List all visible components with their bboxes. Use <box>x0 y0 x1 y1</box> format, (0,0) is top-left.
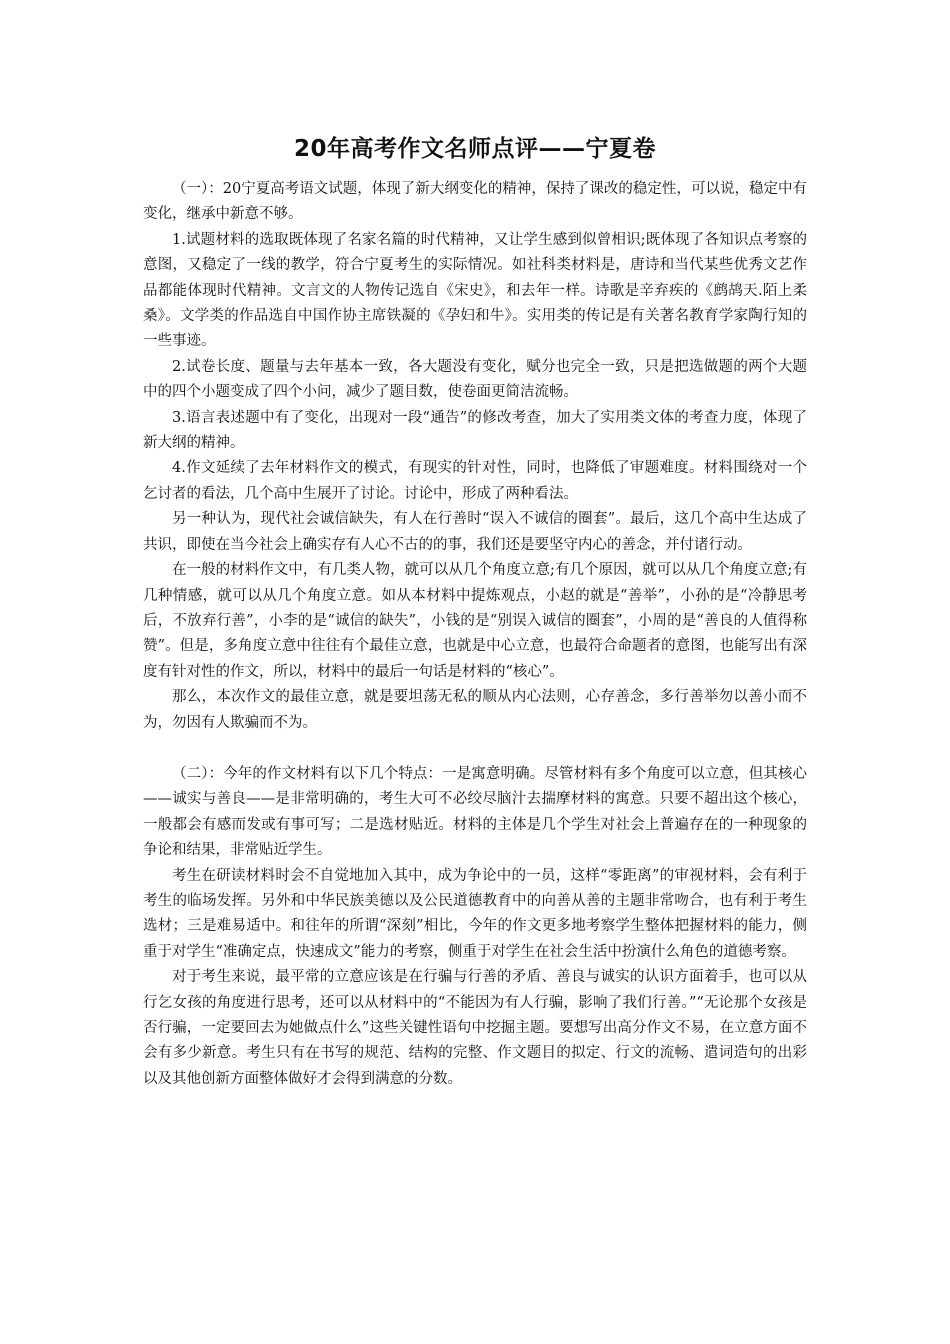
paragraph-part-two-intro: （二）：今年的作文材料有以下几个特点：一是寓意明确。尽管材料有多个角度可以立意，但其核心——诚实与善良——是非常明确的，考生大可不必绞尽脑汁去揣摩材料的寓意。只要不超出这个核心，一般都会有感而发或有事可写；二是选材贴近。材料的主体是几个学生对社会上普遍存在的一种现象的争论和结果，非常贴近学生。 <box>143 765 807 859</box>
paragraph-point-3: 3.语言表述题中有了变化，出现对一段“通告”的修改考查，加大了实用类文体的考查力度，体现了新大纲的精神。 <box>143 409 807 452</box>
paragraph-point-4: 4.作文延续了去年材料作文的模式，有现实的针对性，同时，也降低了审题难度。材料围绕对一个乞讨者的看法，几个高中生展开了讨论。讨论中，形成了两种看法。 <box>143 460 807 502</box>
paragraph-multi-angle: 在一般的材料作文中，有几类人物，就可以从几个角度立意;有几个原因，就可以从几个角度立意;有几种情感，就可以从几个角度立意。如从本材料中提炼观点，小赵的就是“善举”，小孙的是“冷静思考后，不放弃行善”，小李的是“诚信的缺失”，小钱的是“别误入诚信的圈套”，小周的是“善良的人值得称赞”。但是，多角度立意中往往有个最佳立意，也就是中心立意，也最符合命题者的意图，也能写出有深度有针对性的作文，所以，材料中的最后一句话是材料的“核心”。 <box>143 562 807 680</box>
document-title: 20年高考作文名师点评——宁夏卷 <box>293 136 656 162</box>
document-body <box>143 177 807 1092</box>
paragraph-advice: 对于考生来说，最平常的立意应该是在行骗与行善的矛盾、善良与诚实的认识方面着手，也可以从行乞女孩的角度进行思考，还可以从材料中的“不能因为有人行骗，影响了我们行善。”“无论那个女孩是否行骗，一定要回去为她做点什么”这些关键性语句中挖掘主题。要想写出高分作文不易，在立意方面不会有多少新意。考生只有在书写的规范、结构的完整、作文题目的拟定、行文的流畅、遣词造句的出彩以及其他创新方面整体做好才会得到满意的分数。 <box>143 969 807 1087</box>
paragraph-exam-reading: 考生在研读材料时会不自觉地加入其中，成为争论中的一员，这样“零距离”的审视材料，会有利于考生的临场发挥。另外和中华民族美德以及公民道德教育中的向善从善的主题非常吻合，也有利于考生选材；三是难易适中。和往年的所谓“深刻”相比，今年的作文更多地考察学生整体把握材料的能力，侧重于对学生“准确定点，快速成文”能力的考察，侧重于对学生在社会生活中扮演什么角色的道德考察。 <box>143 867 807 960</box>
paragraph-best-idea: 那么，本次作文的最佳立意，就是要坦荡无私的顺从内心法则，心存善念，多行善举勿以善小而不为，勿因有人欺骗而不为。 <box>143 689 807 731</box>
paragraph-point-1: 1.试题材料的选取既体现了名家名篇的时代精神，又让学生感到似曾相识;既体现了各知识点考察的意图，又稳定了一线的教学，符合宁夏考生的实际情况。如社科类材料是，唐诗和当代某些优秀文艺作品都能体现时代精神。文言文的人物传记选自《宋史》，和去年一样。诗歌是辛弃疾的《鹧鸪天.陌上柔桑》。文学类的作品选自中国作协主席铁凝的《孕妇和牛》。实用类的传记是有关著名教育学家陶行知的一些事迹。 <box>143 231 807 350</box>
paragraph-point-2: 2.试卷长度、题量与去年基本一致，各大题没有变化，赋分也完全一致，只是把选做题的两个大题中的四个小题变成了四个小问，减少了题目数，使卷面更简洁流畅。 <box>143 358 807 401</box>
section-spacer <box>143 736 807 762</box>
paragraph-part-one-intro: （一）：20宁夏高考语文试题，体现了新大纲变化的精神，保持了课改的稳定性，可以说，稳定中有变化，继承中新意不够。 <box>143 181 807 223</box>
paragraph-other-view: 另一种认为，现代社会诚信缺失，有人在行善时“误入不诚信的圈套”。最后，这几个高中生达成了共识，即使在当今社会上确实存有人心不古的的事，我们还是要坚守内心的善念，并付诸行动。 <box>143 511 807 553</box>
